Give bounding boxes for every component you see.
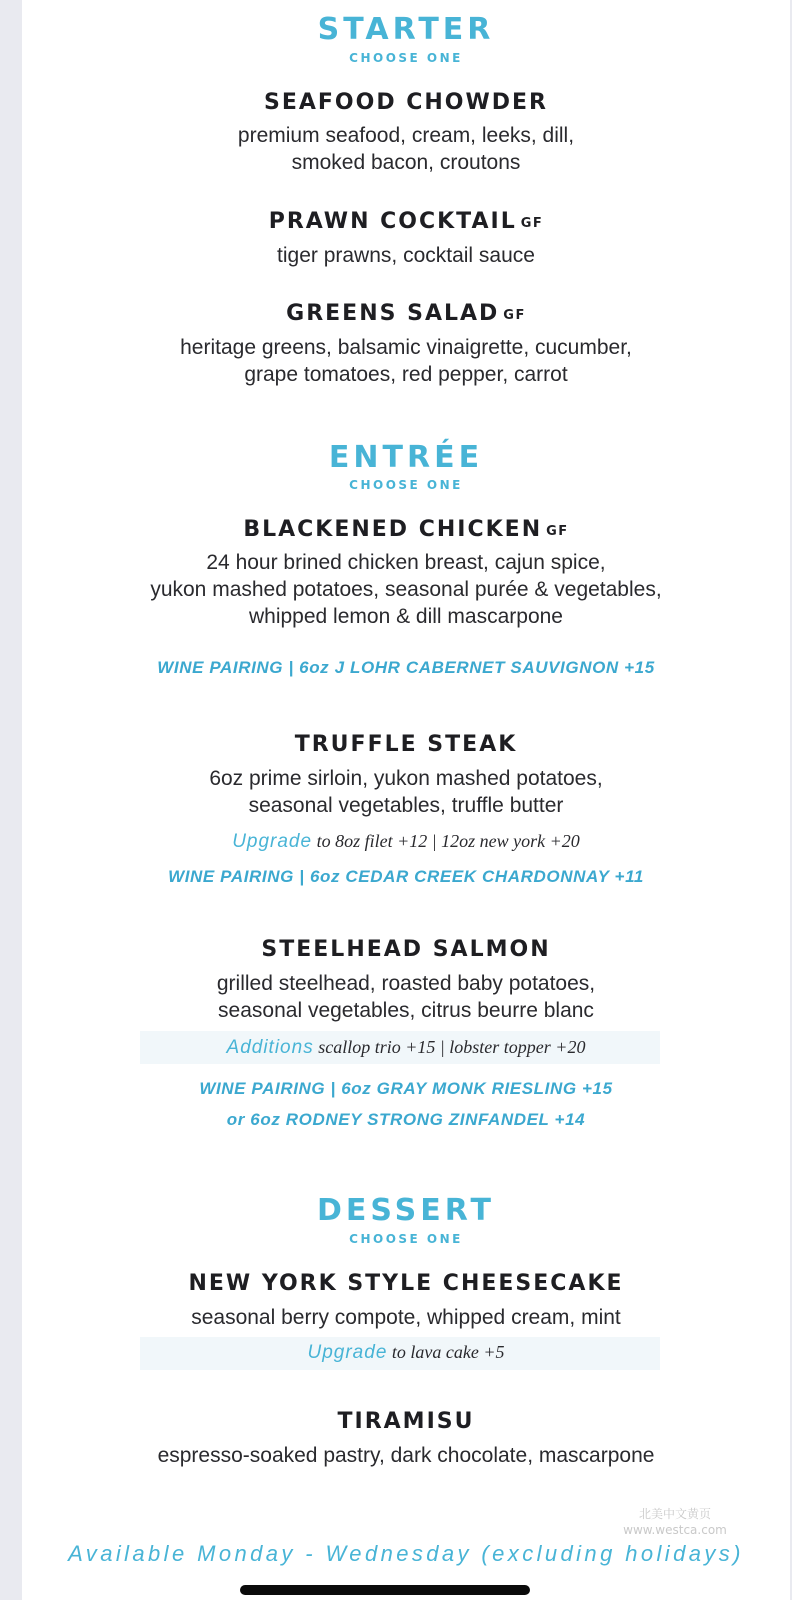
dish-name: SEAFOOD CHOWDER (263, 90, 548, 115)
starter-title: STARTER (317, 12, 495, 47)
gluten-free-tag: GF (503, 308, 526, 323)
dessert-title: DESSERT (317, 1193, 495, 1228)
dish-name: NEW YORK STYLE CHEESECAKE (188, 1271, 624, 1296)
additions-option: Additions scallop trio +15 | lobster topper +20 (226, 1037, 586, 1058)
dish-description: heritage greens, balsamic vinaigrette, cucumber, grape tomatoes, red pepper, carrot (180, 336, 632, 386)
entree-subtitle: CHOOSE ONE (349, 478, 463, 492)
dish-name: TRUFFLE STEAK (294, 732, 518, 757)
home-indicator[interactable] (240, 1585, 530, 1595)
gluten-free-tag: GF (546, 524, 569, 539)
gluten-free-tag: GF (520, 216, 544, 231)
menu-page (22, 0, 790, 1600)
dish-description: tiger prawns, cocktail sauce (277, 244, 535, 267)
dish-name: BLACKENED CHICKEN GF (243, 517, 569, 542)
dish-name: STEELHEAD SALMON (261, 937, 551, 962)
wine-pairing: WINE PAIRING | 6oz GRAY MONK RIESLING +15 (199, 1079, 613, 1098)
dish-description: espresso-soaked pastry, dark chocolate, mascarpone (157, 1444, 655, 1467)
upgrade-option: Upgrade to 8oz filet +12 | 12oz new york +20 (232, 831, 580, 852)
dessert-subtitle: CHOOSE ONE (349, 1232, 463, 1246)
dish-description: seasonal berry compote, whipped cream, mint (191, 1306, 621, 1329)
dish-name: PRAWN COCKTAIL GF (268, 209, 544, 234)
wine-pairing: WINE PAIRING | 6oz CEDAR CREEK CHARDONNAY +11 (168, 867, 644, 886)
dish-description: 24 hour brined chicken breast, cajun spice, yukon mashed potatoes, seasonal purée & vegetables, whipped lemon & dill mascarpone (150, 551, 662, 628)
dish-description: grilled steelhead, roasted baby potatoes, seasonal vegetables, citrus beurre blanc (216, 972, 596, 1022)
starter-subtitle: CHOOSE ONE (349, 51, 463, 65)
dish-name: GREENS SALAD GF (286, 301, 526, 326)
entree-title: ENTRÉE (328, 440, 484, 475)
wine-pairing: or 6oz RODNEY STRONG ZINFANDEL +14 (226, 1110, 586, 1129)
watermark: 北美中文黄页 www.westca.com (623, 1507, 727, 1537)
upgrade-option: Upgrade to lava cake +5 (307, 1342, 505, 1363)
wine-pairing: WINE PAIRING | 6oz J LOHR CABERNET SAUVIGNON +15 (157, 658, 655, 677)
dish-name: TIRAMISU (337, 1409, 475, 1434)
dish-description: premium seafood, cream, leeks, dill, smoked bacon, croutons (237, 124, 575, 174)
dish-description: 6oz prime sirloin, yukon mashed potatoes, seasonal vegetables, truffle butter (209, 767, 603, 817)
availability-footer: Available Monday - Wednesday (excluding holidays) (68, 1541, 744, 1566)
